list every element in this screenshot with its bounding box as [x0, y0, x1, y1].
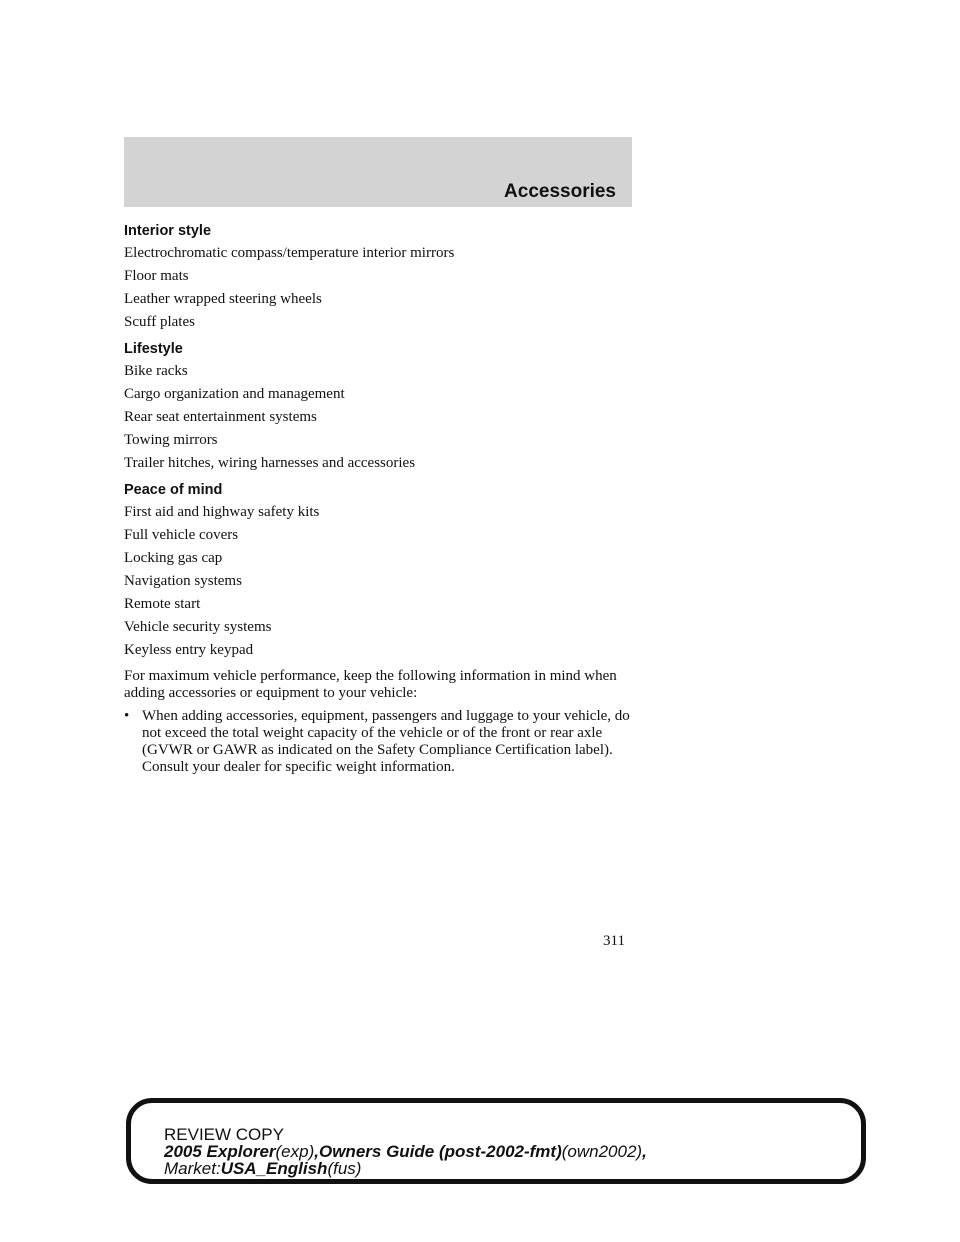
bullet-icon: • [124, 708, 130, 724]
footer-market-code: (fus) [327, 1159, 362, 1178]
footer-document-line [164, 1143, 647, 1160]
list-item: Floor mats [124, 268, 189, 284]
section-heading: Lifestyle [124, 341, 183, 357]
section-header-band [124, 137, 632, 207]
footer-market-label: Market: [164, 1159, 221, 1178]
footer-separator: , [642, 1142, 647, 1161]
section-heading: Interior style [124, 223, 212, 239]
list-item: Locking gas cap [124, 550, 223, 566]
list-item: Cargo organization and management [124, 386, 345, 402]
list-item: Leather wrapped steering wheels [124, 291, 322, 307]
page-number: 311 [603, 933, 625, 949]
section-heading: Peace of mind [124, 482, 223, 498]
section-peace-of-mind [124, 481, 644, 660]
footer-guide: Owners Guide (post-2002-fmt) [318, 1142, 562, 1161]
list-item: Scuff plates [124, 314, 195, 330]
intro-paragraph: For maximum vehicle performance, keep the following information in mind when adding accessories or equipment to your vehicle: [124, 668, 617, 701]
list-item: Navigation systems [124, 573, 242, 589]
list-item: Remote start [124, 596, 201, 612]
list-item: Full vehicle covers [124, 527, 239, 543]
list-item: Vehicle security systems [124, 619, 272, 635]
footer-model-code: (exp) [275, 1142, 315, 1161]
list-item: Bike racks [124, 363, 188, 379]
footer-separator: , [314, 1142, 319, 1161]
review-copy-label: REVIEW COPY [164, 1125, 284, 1144]
list-item: Electrochromatic compass/temperature interior mirrors [124, 245, 455, 261]
section-lifestyle [124, 340, 644, 473]
bullet-item [124, 708, 634, 776]
footer-guide-code: (own2002) [561, 1142, 643, 1161]
list-item: Towing mirrors [124, 432, 218, 448]
footer-market: USA_English [220, 1159, 328, 1178]
footer-market-line [164, 1160, 647, 1177]
bullet-text: When adding accessories, equipment, passengers and luggage to your vehicle, do not exceed the total weight capacity of the vehicle or of the front or rear axle (GVWR or GAWR as indicated on the Safety Compliance Certification label). Consult your dealer for specific weight information. [142, 708, 630, 775]
section-interior-style [124, 222, 644, 332]
footer-model: 2005 Explorer [164, 1142, 276, 1161]
page-content [124, 222, 644, 776]
list-item: Rear seat entertainment systems [124, 409, 317, 425]
list-item: Trailer hitches, wiring harnesses and accessories [124, 455, 416, 471]
review-copy-footer [164, 1126, 647, 1177]
section-title: Accessories [504, 181, 616, 202]
list-item: Keyless entry keypad [124, 642, 254, 658]
list-item: First aid and highway safety kits [124, 504, 320, 520]
